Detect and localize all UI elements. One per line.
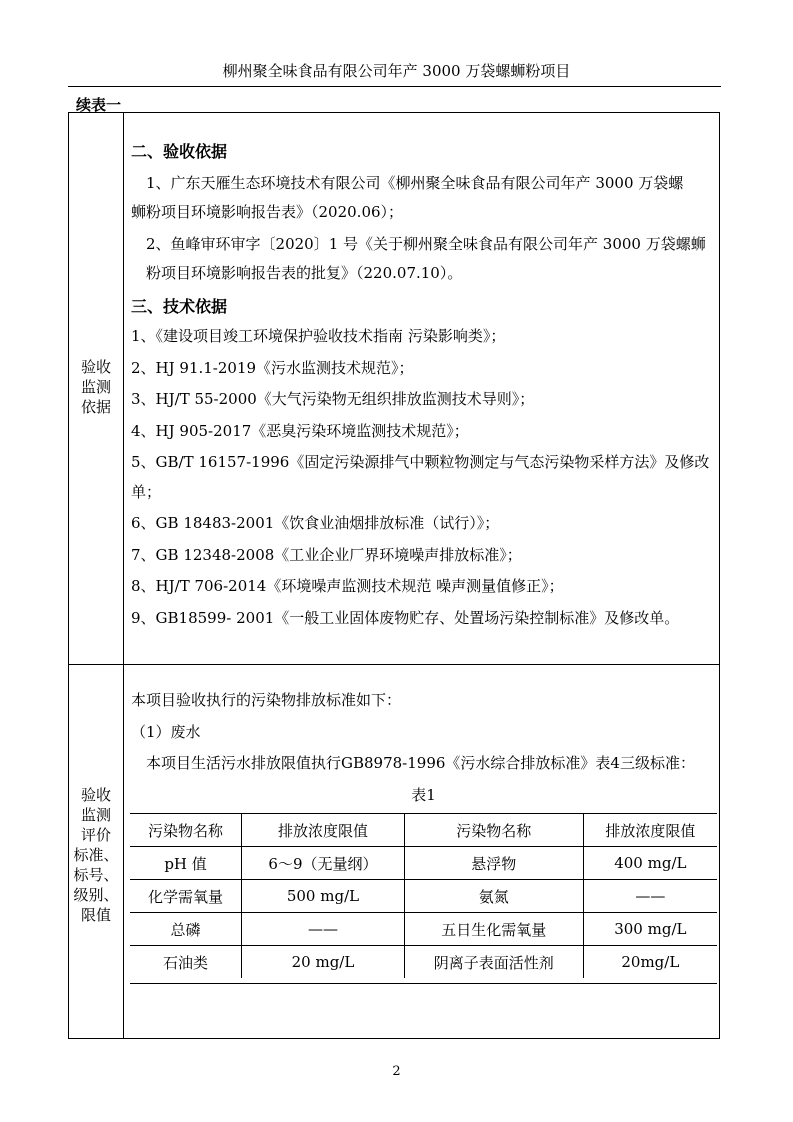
page-header-title: 柳州聚全味食品有限公司年产 3000 万袋螺蛳粉项目 — [222, 62, 571, 80]
table-header-cell: 污染物名称 — [130, 814, 242, 847]
side-label-line: 依据 — [80, 398, 111, 416]
table-cell: 五日生化需氧量 — [404, 913, 583, 946]
basis-item-1-line-1: 1、广东天雁生态环境技术有限公司《柳州聚全味食品有限公司年产 3000 万袋螺 — [146, 174, 684, 192]
table-cell: 阴离子表面活性剂 — [404, 946, 583, 979]
table-cell: 悬浮物 — [404, 847, 583, 880]
subsection-wastewater: （1）废水 — [131, 723, 201, 741]
table-row — [130, 847, 717, 880]
tech-item-continued: 单； — [131, 483, 162, 501]
table-cell: 20mg/L — [583, 946, 717, 979]
heading-acceptance-basis: 二、验收依据 — [131, 142, 228, 161]
tech-item: 7、GB 12348-2008《工业企业厂界环境噪声排放标准》； — [131, 546, 522, 564]
side-label-line: 标号、 — [73, 866, 119, 884]
table-cell: 20 mg/L — [242, 946, 405, 979]
table-cell: 化学需氧量 — [130, 880, 242, 913]
page-number: 2 — [392, 1064, 401, 1079]
heading-technical-basis: 三、技术依据 — [131, 297, 228, 316]
table-row — [130, 946, 717, 979]
side-label-evaluation-standards — [68, 785, 124, 925]
side-label-line: 标准、 — [73, 846, 119, 864]
standards-intro: 本项目验收执行的污染物排放标准如下： — [131, 691, 402, 709]
table-cell: 总磷 — [130, 913, 242, 946]
header-divider — [68, 86, 721, 87]
table-cell: 石油类 — [130, 946, 242, 979]
table-cell: 400 mg/L — [583, 847, 717, 880]
basis-item-2-line-2: 粉项目环境影响报告表的批复》（220.07.10）。 — [146, 264, 463, 282]
table-cell: 500 mg/L — [242, 880, 405, 913]
basis-item-1-line-2: 蛳粉项目环境影响报告表》（2020.06）； — [131, 203, 404, 221]
table-header-cell: 污染物名称 — [404, 814, 583, 847]
side-label-line: 监测 — [80, 378, 111, 396]
side-label-line: 评价 — [80, 826, 111, 844]
continued-table-label: 续表一 — [76, 96, 122, 114]
side-label-line: 验收 — [80, 358, 111, 376]
table-cell: 300 mg/L — [583, 913, 717, 946]
table-header-cell: 排放浓度限值 — [242, 814, 405, 847]
row-divider — [68, 664, 720, 665]
table-cell: 氨氮 — [404, 880, 583, 913]
side-label-line: 验收 — [80, 786, 111, 804]
table-row — [130, 880, 717, 913]
tech-item: 6、GB 18483-2001《饮食业油烟排放标准（试行）》； — [131, 514, 500, 532]
tech-item: 2、HJ 91.1-2019《污水监测技术规范》； — [131, 359, 414, 377]
side-label-monitoring-basis — [68, 357, 124, 417]
basis-item-2-line-1: 2、鱼峰审环审字〔2020〕1 号《关于柳州聚全味食品有限公司年产 3000 万袋螺蛳 — [146, 235, 706, 253]
tech-item: 3、HJ/T 55-2000《大气污染物无组织排放监测技术导则》； — [131, 390, 535, 408]
emission-standards-table — [130, 814, 717, 978]
tech-item: 9、GB18599- 2001《一般工业固体废物贮存、处置场污染控制标准》及修改单。 — [131, 609, 680, 627]
side-label-line: 限值 — [80, 906, 111, 924]
tech-item: 1、《建设项目竣工环境保护验收技术指南 污染影响类》； — [131, 327, 506, 345]
table-header-row — [130, 814, 717, 847]
table-cell: —— — [242, 913, 405, 946]
tech-item: 8、HJ/T 706-2014《环境噪声监测技术规范 噪声测量值修正》； — [131, 577, 564, 595]
tech-item: 4、HJ 905-2017《恶臭污染环境监测技术规范》； — [131, 422, 469, 440]
tech-item: 5、GB/T 16157-1996《固定污染源排气中颗粒物测定与气态污染物采样方法》及修改 — [131, 453, 710, 471]
table-cell: 6～9（无量纲） — [242, 847, 405, 880]
wastewater-standard-description: 本项目生活污水排放限值执行GB8978-1996《污水综合排放标准》表4三级标准： — [146, 754, 695, 772]
table-caption: 表1 — [411, 786, 436, 804]
table-bottom-rule — [130, 983, 717, 984]
side-label-line: 级别、 — [73, 886, 119, 904]
table-cell: pH 值 — [130, 847, 242, 880]
table-cell: —— — [583, 880, 717, 913]
table-row — [130, 913, 717, 946]
side-label-line: 监测 — [80, 806, 111, 824]
table-header-cell: 排放浓度限值 — [583, 814, 717, 847]
